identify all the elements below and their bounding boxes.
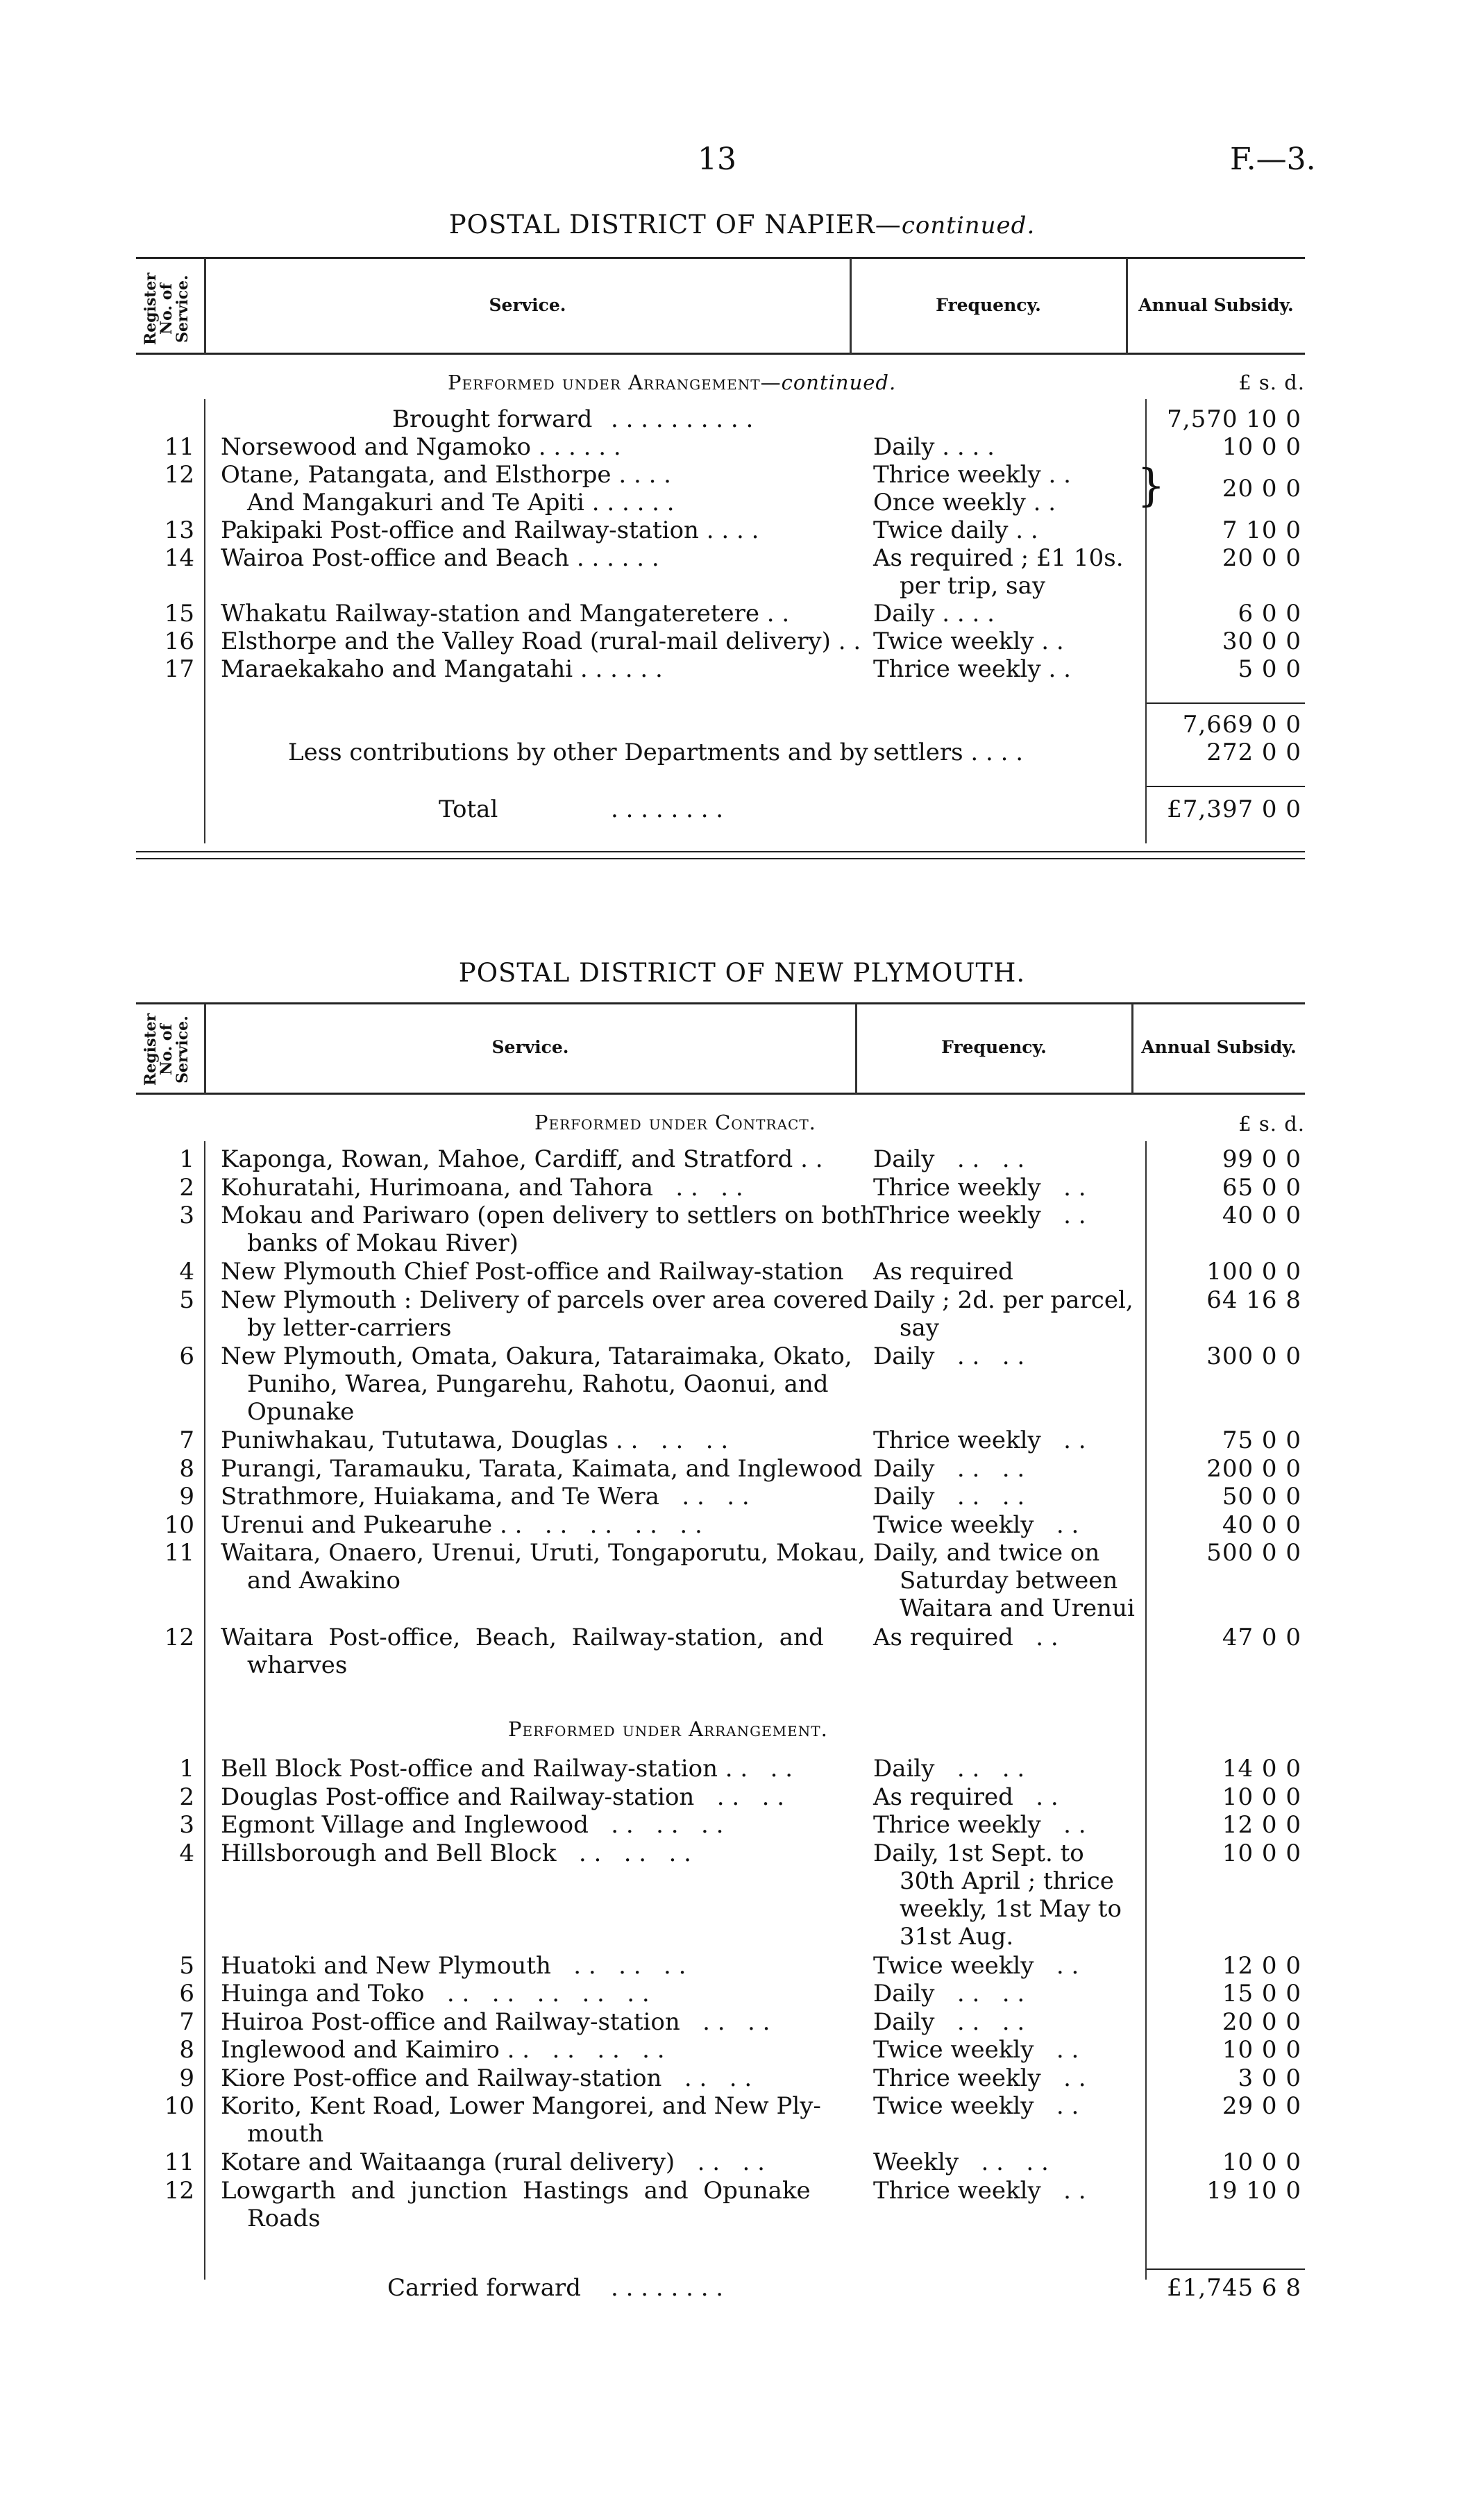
service-line: New Plymouth Chief Post-office and Railway-station bbox=[221, 1258, 844, 1286]
frequency-text bbox=[873, 2148, 1130, 2176]
service-line: banks of Mokau River) bbox=[247, 1229, 518, 1257]
service-line: Urenui and Pukearuhe . . . . . . . . . . bbox=[221, 1510, 702, 1539]
service-line: wharves bbox=[247, 1651, 348, 1679]
frequency-text: per trip, say bbox=[900, 572, 1046, 600]
service-text bbox=[221, 2177, 866, 2232]
napier-subtotal-rule bbox=[1147, 702, 1305, 704]
service-text bbox=[221, 1980, 866, 2007]
service-line: Mokau and Pariwaro (open delivery to settlers on both bbox=[221, 1202, 876, 1229]
service-line: Korito, Kent Road, Lower Mangorei, and New Ply- bbox=[221, 2092, 821, 2120]
table-row bbox=[0, 1145, 1484, 1174]
subsidy-amount: 10 0 0 bbox=[1222, 1839, 1301, 1867]
register-number: 11 bbox=[164, 433, 194, 461]
frequency-line: Daily . . . . bbox=[873, 1483, 1025, 1510]
np-table-top-rule bbox=[136, 1002, 1305, 1004]
brought-forward-amount: 7,570 10 0 bbox=[1167, 405, 1301, 433]
frequency-line: Twice weekly . . bbox=[873, 2036, 1079, 2064]
service-text bbox=[221, 2008, 866, 2036]
frequency-line: Waitara and Urenui bbox=[900, 1594, 1135, 1622]
service-text bbox=[221, 1783, 866, 1811]
frequency-line: Twice weekly . . bbox=[873, 2092, 1079, 2120]
service-text bbox=[221, 2064, 866, 2092]
subsidy-amount: 10 0 0 bbox=[1222, 433, 1301, 461]
register-number: 14 bbox=[164, 544, 194, 572]
table-row bbox=[0, 1174, 1484, 1202]
frequency-text: Thrice weekly . . bbox=[873, 461, 1071, 489]
total-dots: . . . . . . . . bbox=[611, 795, 724, 823]
service-line: Hillsborough and Bell Block . . . . . . bbox=[221, 1839, 691, 1867]
register-number: 12 bbox=[164, 1623, 194, 1651]
np-col-frequency-header: Frequency. bbox=[941, 1037, 1047, 1057]
register-number: 9 bbox=[179, 2064, 194, 2092]
frequency-text: Twice weekly . . bbox=[873, 628, 1064, 655]
service-line: Bell Block Post-office and Railway-station . . . . bbox=[221, 1755, 793, 1783]
service-line: Puniho, Warea, Pungarehu, Rahotu, Oaonui, and bbox=[247, 1370, 829, 1398]
napier-section-text: Performed under Arrangement— bbox=[448, 371, 782, 394]
np-arrangement-heading: Performed under Arrangement. bbox=[508, 1717, 828, 1741]
service-text: Whakatu Railway-station and Mangateretere . . bbox=[221, 600, 790, 628]
subsidy-amount: 47 0 0 bbox=[1222, 1623, 1301, 1651]
subsidy-amount: 15 0 0 bbox=[1222, 1980, 1301, 2007]
service-text: Norsewood and Ngamoko . . . . . . bbox=[221, 433, 621, 461]
napier-header-bottom-rule bbox=[136, 353, 1305, 355]
newplymouth-title: POSTAL DISTRICT OF NEW PLYMOUTH. bbox=[458, 958, 1026, 988]
frequency-line: Thrice weekly . . bbox=[873, 1811, 1086, 1839]
subsidy-amount: 100 0 0 bbox=[1206, 1258, 1301, 1286]
service-line: Egmont Village and Inglewood . . . . . . bbox=[221, 1811, 724, 1839]
register-number: 12 bbox=[164, 461, 194, 489]
service-line: Puniwhakau, Tututawa, Douglas . . . . . . bbox=[221, 1426, 729, 1454]
napier-col-frequency-header: Frequency. bbox=[936, 295, 1041, 315]
register-number: 3 bbox=[179, 1811, 194, 1839]
subsidy-amount: 10 0 0 bbox=[1222, 1783, 1301, 1811]
subsidy-amount: 10 0 0 bbox=[1222, 2148, 1301, 2176]
frequency-line: Weekly . . . . bbox=[873, 2148, 1049, 2176]
frequency-text bbox=[873, 1755, 1130, 1783]
frequency-text bbox=[873, 1539, 1135, 1622]
frequency-line: 31st Aug. bbox=[900, 1922, 1014, 1951]
service-text: Wairoa Post-office and Beach . . . . . . bbox=[221, 544, 659, 572]
service-line: Kohuratahi, Hurimoana, and Tahora . . . . bbox=[221, 1173, 743, 1202]
np-header-bottom-rule bbox=[136, 1093, 1305, 1095]
register-number: 2 bbox=[179, 1173, 194, 1202]
subsidy-amount: 200 0 0 bbox=[1206, 1454, 1301, 1483]
table-row bbox=[0, 1342, 1484, 1427]
napier-body-left-rule bbox=[204, 399, 205, 843]
register-number: 13 bbox=[164, 516, 194, 544]
register-number: 4 bbox=[179, 1258, 194, 1286]
table-row bbox=[0, 1202, 1484, 1258]
napier-section-suffix: continued. bbox=[781, 371, 897, 394]
subsidy-amount: 300 0 0 bbox=[1206, 1342, 1301, 1370]
np-contract-heading: Performed under Contract. bbox=[534, 1111, 816, 1134]
frequency-line: Thrice weekly . . bbox=[873, 1426, 1086, 1454]
service-text bbox=[221, 1811, 866, 1839]
service-line: Opunake bbox=[247, 1397, 355, 1426]
register-number: 15 bbox=[164, 600, 194, 628]
napier-title-suffix: continued. bbox=[901, 212, 1036, 239]
service-text bbox=[221, 2148, 866, 2176]
service-text: Elsthorpe and the Valley Road (rural-mail delivery) . . bbox=[221, 628, 861, 655]
document-reference: F.—3. bbox=[1230, 142, 1316, 177]
service-line: Kotare and Waitaanga (rural delivery) . . . . bbox=[221, 2148, 765, 2176]
frequency-line: Daily, 1st Sept. to bbox=[873, 1839, 1084, 1867]
frequency-text bbox=[873, 1455, 1130, 1483]
page-number: 13 bbox=[698, 142, 736, 177]
register-number: 6 bbox=[179, 1342, 194, 1370]
frequency-text: Daily . . . . bbox=[873, 433, 995, 461]
napier-title bbox=[0, 210, 1484, 239]
carried-forward-dots: . . . . . . . . bbox=[611, 2274, 724, 2302]
frequency-line: Thrice weekly . . bbox=[873, 1202, 1086, 1229]
napier-table-top-rule bbox=[136, 257, 1305, 259]
register-number: 5 bbox=[179, 1286, 194, 1314]
table-row bbox=[0, 2092, 1484, 2148]
service-line: Inglewood and Kaimiro . . . . . . . . bbox=[221, 2036, 665, 2064]
total-label: Total bbox=[439, 795, 498, 823]
subsidy-amount: 14 0 0 bbox=[1222, 1755, 1301, 1783]
frequency-text bbox=[873, 1174, 1130, 1202]
subsidy-amount: 19 10 0 bbox=[1206, 2176, 1301, 2205]
service-text bbox=[221, 2036, 866, 2064]
frequency-text bbox=[873, 2008, 1130, 2036]
service-text bbox=[221, 1455, 866, 1483]
service-text: Pakipaki Post-office and Railway-station . . . . bbox=[221, 516, 759, 544]
frequency-text bbox=[873, 1258, 1130, 1286]
frequency-line: say bbox=[900, 1313, 939, 1342]
frequency-text bbox=[873, 1811, 1130, 1839]
register-number: 8 bbox=[179, 2036, 194, 2064]
register-number: 11 bbox=[164, 1539, 194, 1567]
table-row bbox=[0, 1840, 1484, 1952]
register-number: 3 bbox=[179, 1202, 194, 1229]
service-line: Douglas Post-office and Railway-station . . . . bbox=[221, 1783, 785, 1811]
frequency-text bbox=[873, 1511, 1130, 1539]
np-col-service-header: Service. bbox=[491, 1037, 569, 1057]
frequency-line: Daily . . . . bbox=[873, 1755, 1025, 1783]
service-line: Kiore Post-office and Railway-station . . . . bbox=[221, 2064, 752, 2092]
register-number: 17 bbox=[164, 655, 194, 683]
frequency-text bbox=[873, 2092, 1130, 2120]
service-text: Maraekakaho and Mangatahi . . . . . . bbox=[221, 655, 663, 683]
frequency-text bbox=[873, 2177, 1130, 2205]
frequency-text: As required ; £1 10s. bbox=[873, 544, 1124, 572]
subsidy-amount: 20 0 0 bbox=[1222, 475, 1301, 503]
service-text bbox=[221, 1840, 866, 1867]
service-text bbox=[221, 1286, 866, 1342]
frequency-line: Daily ; 2d. per parcel, bbox=[873, 1286, 1133, 1314]
service-line: New Plymouth, Omata, Oakura, Tataraimaka, Okato, bbox=[221, 1342, 852, 1370]
table-row bbox=[0, 2148, 1484, 2177]
service-line: Waitara Post-office, Beach, Railway-station, and bbox=[221, 1623, 824, 1651]
subsidy-amount: 12 0 0 bbox=[1222, 1951, 1301, 1980]
brought-forward-dots: . . . . . . . . . . bbox=[611, 405, 754, 433]
subsidy-amount: 64 16 8 bbox=[1206, 1286, 1301, 1314]
napier-col-subsidy-header: Annual Subsidy. bbox=[1138, 295, 1294, 315]
subsidy-amount: 99 0 0 bbox=[1222, 1145, 1301, 1173]
service-text bbox=[221, 1483, 866, 1510]
frequency-line: Saturday between bbox=[900, 1567, 1118, 1594]
table-row bbox=[0, 1952, 1484, 1980]
frequency-line: As required bbox=[873, 1258, 1013, 1286]
service-line: Huinga and Toko . . . . . . . . . . bbox=[221, 1980, 650, 2007]
frequency-line: As required . . bbox=[873, 1783, 1059, 1811]
table-row bbox=[0, 1483, 1484, 1511]
frequency-line: Twice weekly . . bbox=[873, 1510, 1079, 1539]
register-number: 2 bbox=[179, 1783, 194, 1811]
subsidy-amount: 7 10 0 bbox=[1222, 516, 1301, 544]
service-line: Huiroa Post-office and Railway-station . . . . bbox=[221, 2007, 770, 2036]
service-text bbox=[221, 1952, 866, 1980]
table-row bbox=[0, 1624, 1484, 1680]
service-text: Otane, Patangata, and Elsthorpe . . . . bbox=[221, 461, 671, 489]
frequency-text bbox=[873, 2036, 1130, 2064]
subsidy-amount: 40 0 0 bbox=[1222, 1510, 1301, 1539]
frequency-text bbox=[873, 2064, 1130, 2092]
register-number: 6 bbox=[179, 1980, 194, 2007]
frequency-text bbox=[873, 1342, 1130, 1370]
frequency-line: Thrice weekly . . bbox=[873, 1173, 1086, 1202]
service-line: Kaponga, Rowan, Mahoe, Cardiff, and Stratford . . bbox=[221, 1145, 823, 1173]
frequency-line: Daily, and twice on bbox=[873, 1539, 1100, 1567]
table-row bbox=[0, 1811, 1484, 1840]
brace-icon: } bbox=[1137, 460, 1165, 512]
frequency-text bbox=[873, 1952, 1130, 1980]
register-number: 5 bbox=[179, 1951, 194, 1980]
service-line: Purangi, Taramauku, Tarata, Kaimata, and Inglewood bbox=[221, 1454, 863, 1483]
service-line: Roads bbox=[247, 2204, 321, 2232]
frequency-text bbox=[873, 1840, 1130, 1951]
service-text bbox=[221, 1624, 866, 1679]
table-row bbox=[0, 1980, 1484, 2008]
subsidy-amount: 20 0 0 bbox=[1222, 544, 1301, 572]
brought-forward-label: Brought forward bbox=[392, 405, 593, 433]
napier-total-rule bbox=[1147, 786, 1305, 787]
frequency-line: Daily . . . . bbox=[873, 1980, 1025, 2007]
subsidy-amount: 3 0 0 bbox=[1238, 2064, 1301, 2092]
np-carried-rule bbox=[1147, 2268, 1305, 2270]
register-number: 1 bbox=[179, 1755, 194, 1783]
frequency-line: Twice weekly . . bbox=[873, 1951, 1079, 1980]
frequency-text bbox=[873, 1202, 1130, 1229]
frequency-text bbox=[873, 1286, 1133, 1342]
service-text bbox=[221, 1426, 866, 1454]
service-text bbox=[221, 1342, 866, 1426]
subsidy-amount: 65 0 0 bbox=[1222, 1173, 1301, 1202]
np-currency-header: £ s. d. bbox=[1238, 1112, 1305, 1136]
table-row bbox=[0, 2008, 1484, 2037]
frequency-text bbox=[873, 1426, 1130, 1454]
less-contributions-label-continued: settlers . . . . bbox=[873, 739, 1024, 766]
table-row bbox=[0, 1783, 1484, 1812]
table-row bbox=[0, 1286, 1484, 1342]
frequency-line: Daily . . . . bbox=[873, 1454, 1025, 1483]
less-contributions-amount: 272 0 0 bbox=[1206, 739, 1301, 766]
register-number: 16 bbox=[164, 628, 194, 655]
frequency-text: Daily . . . . bbox=[873, 600, 995, 628]
register-number: 12 bbox=[164, 2176, 194, 2205]
frequency-text bbox=[873, 1980, 1130, 2007]
napier-col-register-header: Register No. of Service. bbox=[142, 272, 192, 346]
service-text bbox=[221, 1174, 866, 1202]
frequency-text bbox=[873, 1783, 1130, 1811]
napier-col-service-header: Service. bbox=[489, 295, 566, 315]
service-text: And Mangakuri and Te Apiti . . . . . . bbox=[247, 489, 675, 516]
subsidy-amount: 6 0 0 bbox=[1238, 600, 1301, 628]
service-text bbox=[221, 1258, 866, 1286]
service-text bbox=[221, 1539, 866, 1594]
total-amount: £7,397 0 0 bbox=[1167, 795, 1301, 823]
register-number: 7 bbox=[179, 2007, 194, 2036]
service-line: New Plymouth : Delivery of parcels over area covered bbox=[221, 1286, 868, 1314]
register-number: 9 bbox=[179, 1483, 194, 1510]
subsidy-amount: 40 0 0 bbox=[1222, 1202, 1301, 1229]
service-line: Huatoki and New Plymouth . . . . . . bbox=[221, 1951, 686, 1980]
table-row bbox=[0, 1755, 1484, 1783]
service-line: Strathmore, Huiakama, and Te Wera . . . . bbox=[221, 1483, 750, 1510]
service-text bbox=[221, 1755, 866, 1783]
frequency-line: As required . . bbox=[873, 1623, 1059, 1651]
table-row bbox=[0, 2177, 1484, 2233]
carried-forward-label: Carried forward bbox=[387, 2274, 582, 2302]
napier-title-text: POSTAL DISTRICT OF NAPIER— bbox=[448, 210, 902, 239]
subsidy-amount: 30 0 0 bbox=[1222, 628, 1301, 655]
register-number: 11 bbox=[164, 2148, 194, 2176]
subsidy-amount: 29 0 0 bbox=[1222, 2092, 1301, 2120]
frequency-line: 30th April ; thrice bbox=[900, 1867, 1114, 1895]
register-number: 7 bbox=[179, 1426, 194, 1454]
subsidy-amount: 12 0 0 bbox=[1222, 1811, 1301, 1839]
frequency-text: Twice daily . . bbox=[873, 516, 1038, 544]
service-text bbox=[221, 1202, 876, 1257]
np-col-register-header: Register No. of Service. bbox=[142, 1013, 192, 1086]
register-number: 10 bbox=[164, 2092, 194, 2120]
napier-section-heading bbox=[448, 371, 896, 394]
frequency-line: Thrice weekly . . bbox=[873, 2064, 1086, 2092]
register-number: 10 bbox=[164, 1510, 194, 1539]
table-row bbox=[0, 1258, 1484, 1286]
frequency-text bbox=[873, 1145, 1130, 1173]
subsidy-amount: 5 0 0 bbox=[1238, 655, 1301, 683]
table-row bbox=[0, 2064, 1484, 2093]
napier-subtotal-amount: 7,669 0 0 bbox=[1182, 711, 1301, 739]
frequency-line: weekly, 1st May to bbox=[900, 1894, 1122, 1923]
service-text bbox=[221, 1145, 866, 1173]
register-number: 1 bbox=[179, 1145, 194, 1173]
register-number: 8 bbox=[179, 1454, 194, 1483]
frequency-line: Daily . . . . bbox=[873, 1342, 1025, 1370]
table-row bbox=[0, 1539, 1484, 1624]
service-line: mouth bbox=[247, 2120, 324, 2148]
napier-currency-header: £ s. d. bbox=[1238, 371, 1305, 394]
subsidy-amount: 500 0 0 bbox=[1206, 1539, 1301, 1567]
frequency-text: Once weekly . . bbox=[873, 489, 1056, 516]
service-line: Waitara, Onaero, Urenui, Uruti, Tongaporutu, Mokau, bbox=[221, 1539, 866, 1567]
service-line: by letter-carriers bbox=[247, 1313, 452, 1342]
service-text bbox=[221, 1511, 866, 1539]
frequency-text bbox=[873, 1624, 1130, 1651]
subsidy-amount: 50 0 0 bbox=[1222, 1483, 1301, 1510]
carried-forward-amount: £1,745 6 8 bbox=[1167, 2274, 1301, 2302]
frequency-line: Thrice weekly . . bbox=[873, 2176, 1086, 2205]
napier-table-bottom-rule bbox=[136, 851, 1305, 852]
service-line: Lowgarth and junction Hastings and Opunake bbox=[221, 2176, 811, 2205]
table-row bbox=[0, 2036, 1484, 2064]
subsidy-amount: 75 0 0 bbox=[1222, 1426, 1301, 1454]
service-line: and Awakino bbox=[247, 1567, 400, 1594]
frequency-line: Daily . . . . bbox=[873, 1145, 1025, 1173]
frequency-text: Thrice weekly . . bbox=[873, 655, 1071, 683]
np-col-subsidy-header: Annual Subsidy. bbox=[1141, 1037, 1297, 1057]
frequency-text bbox=[873, 1483, 1130, 1510]
less-contributions-label: Less contributions by other Departments and by bbox=[288, 739, 868, 766]
napier-table-bottom-rule-2 bbox=[136, 858, 1305, 859]
table-row bbox=[0, 1426, 1484, 1455]
service-text bbox=[221, 2092, 866, 2148]
table-row bbox=[0, 1455, 1484, 1483]
subsidy-amount: 10 0 0 bbox=[1222, 2036, 1301, 2064]
table-row bbox=[0, 1511, 1484, 1540]
frequency-line: Daily . . . . bbox=[873, 2007, 1025, 2036]
subsidy-amount: 20 0 0 bbox=[1222, 2007, 1301, 2036]
register-number: 4 bbox=[179, 1839, 194, 1867]
